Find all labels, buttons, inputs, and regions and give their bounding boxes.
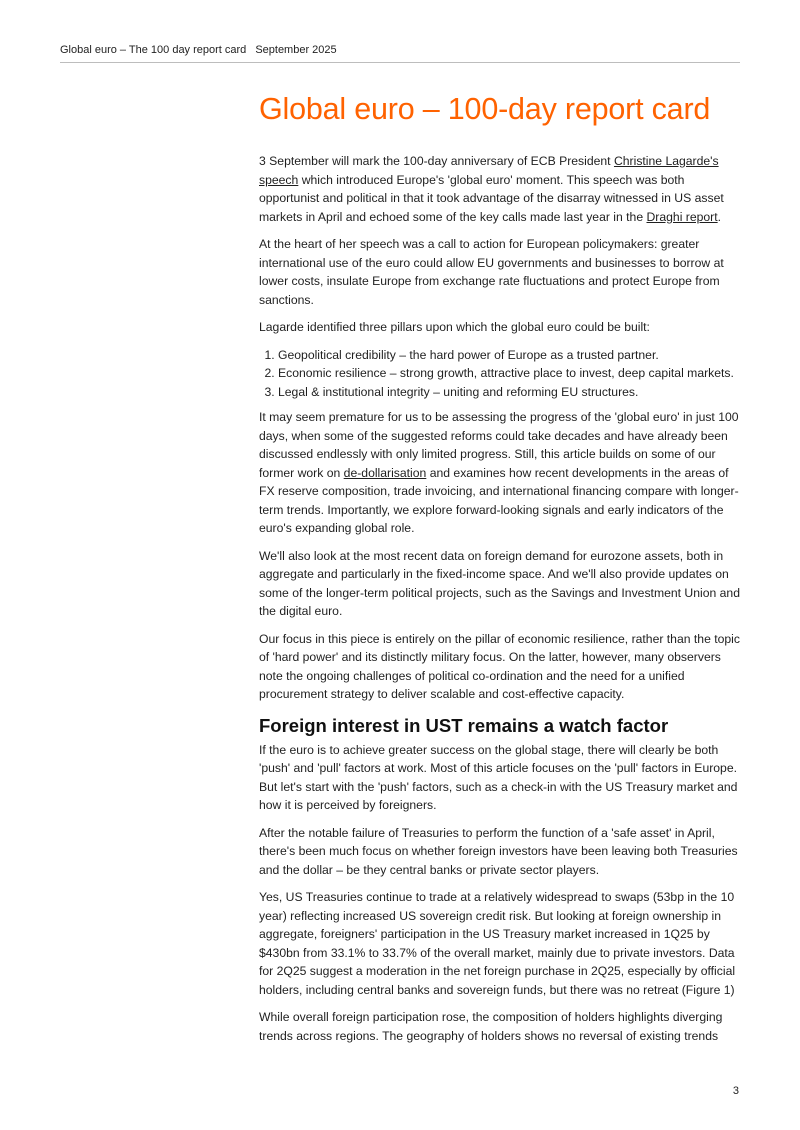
paragraph-intro [259,152,740,226]
article-body [259,90,740,1054]
link-de-dollarisation[interactable]: de-dollarisation [343,465,427,480]
page-title: Global euro – 100-day report card [259,92,711,126]
paragraph-pillars-intro: Lagarde identified three pillars upon which the global euro could be built: [259,320,650,334]
paragraph-premature [259,408,740,538]
link-draghi-report[interactable]: Draghi report [646,209,718,224]
list-item: 3. Legal & institutional integrity – uniting and reforming EU structures. [278,383,740,402]
link-lagarde-speech[interactable]: Christine Lagarde's speech [259,154,719,187]
paragraph-call-to-action: At the heart of her speech was a call to action for European policymakers: greater international use of the euro could allow EU governments and businesses to borrow at lower costs, insulate Europe from exchange rate fluctuations and protect Europe from sanctions. [259,237,724,307]
paragraph-treasuries: Yes, US Treasuries continue to trade at a relatively widespread to swaps (53bp in the 10 year) reflecting increased US sovereign credit risk. But looking at foreign ownership in aggregate, foreigners' participation in the US Treasury market increased in 1Q25 by $430bn from 33.1% to 33.7% of the overall market, mainly due to private investors. Data for 2Q25 suggest a moderation in the net foreign purchase in 2Q25, especially by official holders, including central banks and sovereign funds, but there was no retreat (Figure 1) [259,890,736,997]
page-number: 3 [732,1085,739,1097]
section-heading: Foreign interest in UST remains a watch factor [259,714,669,736]
text-span: It may seem premature for us to be assessing the progress of the 'global euro' in just 100 days, when some of the suggested reforms could take decades and have already been discussed endlessly with only limited progress. Still, this article builds on some of our former work on [259,410,739,480]
paragraph-safe-asset: After the notable failure of Treasuries to perform the function of a 'safe asset' in April, there's been much focus on whether foreign investors have been leaving both Treasuries and the dollar – be they central banks or private sector players. [259,825,738,877]
paragraph-focus: Our focus in this piece is entirely on the pillar of economic resilience, rather than the topic of 'hard power' and its distinctly military focus. On the latter, however, many observers note the ongoing challenges of political co-ordination and the need for a unified procurement strategy to deliver scalable and cost-effective capacity. [259,631,740,701]
list-item: 1. Geopolitical credibility – the hard power of Europe as a trusted partner. [278,346,740,365]
text-span: and examines how recent developments in the areas of FX reserve composition, trade invoicing, and international financing compare with longer-term trends. Importantly, we explore forward-looking signals and early indicators of the euro's expanding global role. [259,465,739,535]
header-title: Global euro – The 100 day report card [60,44,247,56]
paragraph-composition: While overall foreign participation rose, the composition of holders highlights diverging trends across regions. The geography of holders shows no reversal of existing trends [259,1010,723,1043]
text-span: 3 September will mark the 100-day anniversary of ECB President [259,154,614,168]
paragraph-push-pull: If the euro is to achieve greater success on the global stage, there will clearly be both 'push' and 'pull' factors at work. Most of this article focuses on the 'pull' factors in Europe. But let's start with the 'push' factors, such as a check-in with the US Treasury market and how it is perceived by foreigners. [259,742,738,812]
paragraph-foreign-demand: We'll also look at the most recent data on foreign demand for eurozone assets, both in aggregate and particularly in the fixed-income space. And we'll also provide updates on some of the longer-term political projects, such as the Savings and Investment Union and the digital euro. [259,548,740,618]
text-span: . [717,209,722,224]
text-span: which introduced Europe's 'global euro' moment. This speech was both opportunist and political in that it took advantage of the disarray witnessed in US asset markets in April and echoed some of the key calls made last year in the [259,172,724,224]
header-date: September 2025 [255,44,337,56]
pillars-list [259,346,740,402]
running-header [60,44,740,63]
list-item: 2. Economic resilience – strong growth, attractive place to invest, deep capital markets. [278,364,740,383]
